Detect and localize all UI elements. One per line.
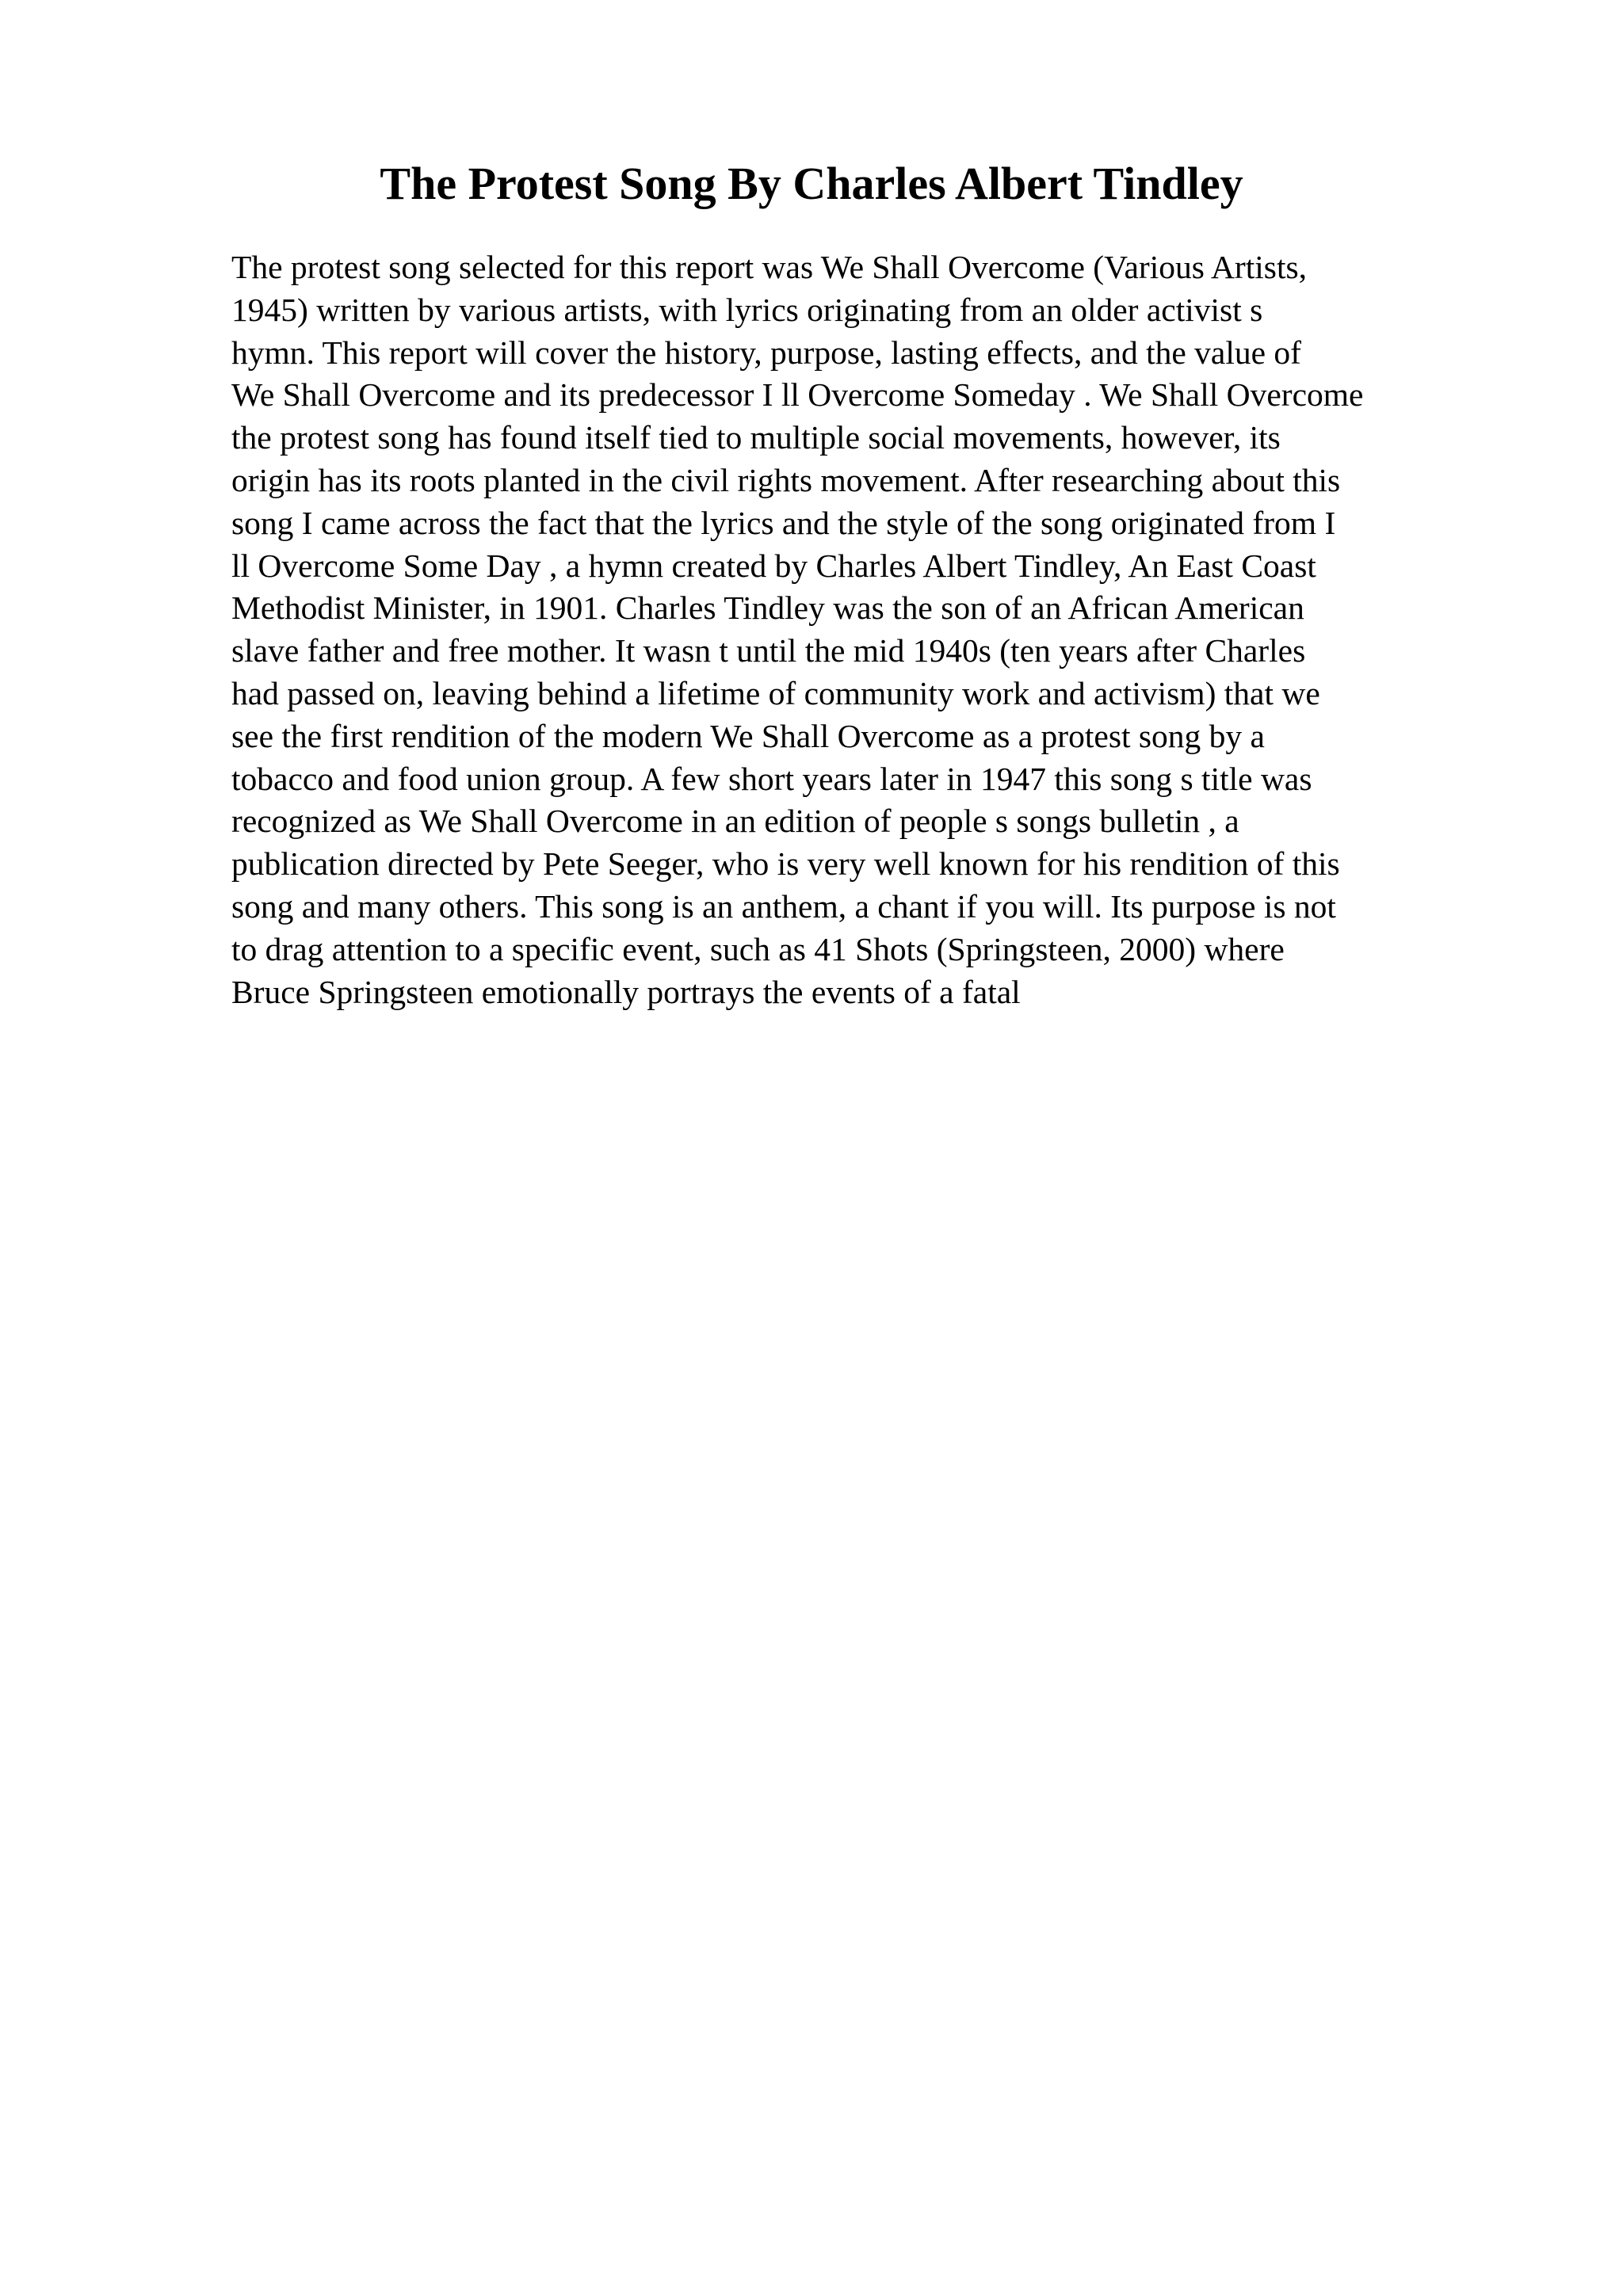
body-line: see the first rendition of the modern We Shall Overcome as a protest song by a — [231, 717, 1265, 754]
body-line: the protest song has found itself tied to multiple social movements, however, its — [231, 419, 1281, 456]
body-line: hymn. This report will cover the history, purpose, lasting effects, and the value of — [231, 334, 1301, 371]
document-body — [231, 246, 1594, 1013]
body-line: had passed on, leaving behind a lifetime of community work and activism) that we — [231, 674, 1320, 711]
body-line: Methodist Minister, in 1901. Charles Tindley was the son of an African American — [231, 589, 1304, 627]
body-line: to drag attention to a specific event, such as 41 Shots (Springsteen, 2000) where — [231, 930, 1285, 967]
body-line: ll Overcome Some Day , a hymn created by Charles Albert Tindley, An East Coast — [231, 547, 1316, 584]
body-line: slave father and free mother. It wasn t until the mid 1940s (ten years after Charles — [231, 632, 1306, 669]
body-line: We Shall Overcome and its predecessor I ll Overcome Someday . We Shall Overcome — [231, 376, 1364, 414]
body-line: origin has its roots planted in the civil rights movement. After researching about this — [231, 461, 1341, 498]
body-line: Bruce Springsteen emotionally portrays the events of a fatal — [231, 973, 1021, 1010]
body-line: recognized as We Shall Overcome in an edition of people s songs bulletin , a — [231, 803, 1239, 840]
body-line: song and many others. This song is an anthem, a chant if you will. Its purpose is not — [231, 887, 1336, 925]
body-line: The protest song selected for this report was We Shall Overcome (Various Artists, — [231, 249, 1308, 285]
body-line: tobacco and food union group. A few short years later in 1947 this song s title was — [231, 760, 1312, 797]
body-line: song I came across the fact that the lyrics and the style of the song originated from I — [231, 504, 1336, 541]
body-line: publication directed by Pete Seeger, who is very well known for his rendition of this — [231, 845, 1340, 883]
document-title: The Protest Song By Charles Albert Tindley — [380, 158, 1243, 209]
body-line: 1945) written by various artists, with lyrics originating from an older activist s — [231, 291, 1263, 328]
